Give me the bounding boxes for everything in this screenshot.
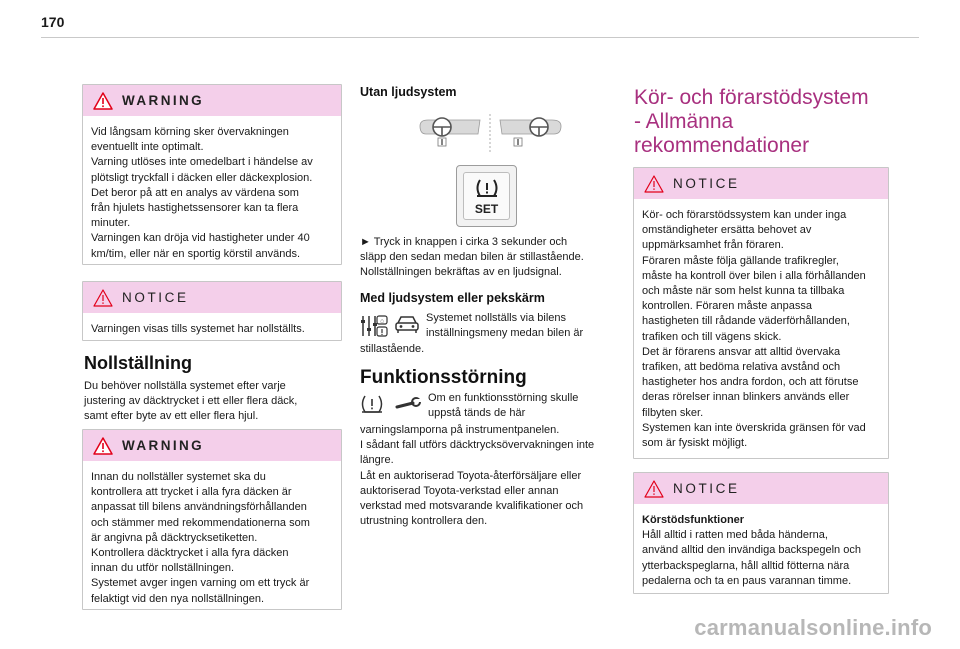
text-line: uppmärksamhet från föraren. [642,239,784,252]
notice-triangle-icon [644,480,664,498]
section-title-line: rekommendationer [634,134,810,157]
warning-box-1-title: WARNING [122,93,205,108]
tire-pressure-warning-icon [360,393,384,415]
text-line: plötsligt tryckfall i däcken eller däckexplosion. [91,171,313,184]
notice-box-2-title: NOTICE [673,176,740,191]
warning-box-2-header [83,430,341,461]
text-line: använd alltid den invändiga backspegeln och [642,544,861,557]
text-line: Systemet avger ingen varning om ett tryck är [91,577,310,590]
text-line: Nollställningen bekräftas av en ljudsignal. [360,266,562,279]
text-line: längre. [360,454,394,467]
malfunction-inline-text [422,391,578,421]
notice-box-3 [633,472,889,594]
tpms-set-button [456,165,517,227]
text-line: I sådant fall utförs däcktrycksövervakningen inte [360,439,595,452]
text-line: verkstad med motsvarande kvalifikationer och [360,500,584,513]
section-title [634,86,869,158]
text-line: ► Tryck in knappen i cirka 3 sekunder och [360,236,568,248]
text-line: trafiken och till vägens skick. [642,330,782,343]
text-line: justering av däcktrycket i ett eller flera däck, [84,395,298,408]
heading-no-audio: Utan ljudsystem [360,85,457,99]
text-line: Varning utlöses inte omedelbart i händelse av [91,156,313,169]
with-audio-inline-text [420,311,583,341]
warning-box-1-body [83,116,341,265]
no-audio-paragraph [360,235,604,281]
text-line: pedalerna och ta en paus varannan timme. [642,574,852,587]
notice-box-1-title: NOTICE [122,290,189,305]
text-line: eventuellt inte optimalt. [91,141,204,154]
warning-triangle-icon [93,92,113,110]
notice-box-2 [633,167,889,459]
notice-box-1 [82,281,342,341]
section-title-line: Kör- och förarstödsystem [634,86,869,109]
notice-box-1-body [83,313,341,341]
text-line: Kontrollera däcktrycket i alla fyra däcken [91,547,289,560]
text-line: auktoriserad Toyota-verkstad eller annan [360,484,559,497]
text-line: minuter. [91,217,131,230]
text-line: hastigheten till rådande väderförhållanden, [642,315,850,328]
notice-subtitle: Körstödsfunktioner [642,514,745,526]
text-line: ytterbackspeglarna, håll alltid fötterna nära [642,559,850,572]
notice-box-3-header [634,473,888,504]
warning-triangle-icon [93,437,113,455]
set-label: SET [474,202,499,216]
text-line: uppstå tänds de här [428,407,526,420]
text-line: Du behöver nollställa systemet efter varje [84,380,286,392]
notice-box-1-header [83,282,341,313]
text-line: Det är förarens ansvar att alltid övervaka [642,345,841,358]
text-line: filbyten sker. [642,406,704,419]
text-line: släpp den sedan medan bilen är stillastående. [360,251,584,264]
text-line: utrustning kontrollera den. [360,515,488,528]
text-line: och måste när som helst kunna ta tillbaka [642,285,845,298]
text-line: och stämmer med rekommendationerna som [91,516,310,529]
text-line: Varningen kan dröja vid hastigheter under 40 [91,232,310,245]
text-line: från hjulets hastighetssensorer kan ta flera [91,202,299,215]
svg-text:⌂: ⌂ [380,318,384,325]
text-line: Systemet nollställs via bilens [426,312,567,324]
text-line: trafiken, att bedöma relativa avstånd och [642,361,841,374]
text-line: Det beror på att en analys av värdena som [91,186,299,199]
text-line: Innan du nollställer systemet ska du [91,471,266,483]
settings-menu-icon [360,313,388,339]
text-line: som är fysiskt möjligt. [642,437,748,450]
text-line: km/tim, eller när en sportig körstil används. [91,247,301,260]
watermark: carmanualsonline.info [694,615,932,640]
text-line: deras rörelser innan blinkers används eller [642,391,850,404]
malfunction-icons [360,391,422,421]
text-line: Systemen kan inte överskrida gränsen för vad [642,421,866,434]
warning-box-1-header [83,85,341,116]
text-line: varningslamporna på instrumentpanelen. [360,424,560,436]
section-title-line: - Allmänna [634,110,734,133]
text-line: kontrollera att trycket i alla fyra däcken är [91,486,292,499]
text-line: Håll alltid i ratten med båda händerna, [642,529,828,542]
text-line: Kör- och förarstödssystem kan under inga [642,209,847,221]
left-hand-drive-icon [420,118,480,146]
text-line: Varningen visas tills systemet har nollställts. [91,323,305,335]
page-number: 170 [41,14,65,30]
with-audio-row [360,311,604,341]
notice-triangle-icon [644,175,664,193]
heading-with-audio: Med ljudsystem eller pekskärm [360,291,545,305]
with-audio-icons [360,311,420,341]
text-line: innan du utför nollställningen. [91,562,235,575]
text-line: hastigheter hos andra fordon, och att förutse [642,376,859,389]
text-line: omständigheter ersätta behovet av [642,224,812,237]
text-line: kontrollen. Föraren måste anpassa [642,300,812,313]
tire-pressure-icon [474,177,500,199]
text-line: Vid långsam körning sker övervakningen [91,126,289,138]
heading-malfunction: Funktionsstörning [360,367,527,388]
text-line: samt efter byte av ett eller flera hjul. [84,410,259,423]
right-hand-drive-icon [500,118,561,146]
notice-triangle-icon [93,289,113,307]
text-line: måste ha kontroll över bilen i alla förhållanden [642,269,866,282]
notice-box-2-header [634,168,888,199]
text-line: Föraren måste följa gällande trafikregler, [642,254,839,267]
wrench-icon [394,393,422,415]
text-line: felaktigt vid den nya nollställningen. [91,592,265,605]
steering-wheel-diagram [418,112,563,156]
warning-box-2-body [83,461,341,610]
notice-box-3-title: NOTICE [673,481,740,496]
with-audio-tail: stillastående. [360,343,425,355]
notice-box-2-body [634,199,888,457]
text-line: Låt en auktoriserad Toyota-återförsäljare eller [360,469,582,482]
heading-reset: Nollställning [84,353,192,373]
text-line: Om en funktionsstörning skulle [428,392,579,404]
car-icon [394,313,420,335]
malfunction-paragraph [360,423,610,529]
text-line: inställningsmeny medan bilen är [426,327,584,340]
text-line: anpassat till bilens användningsförhållanden [91,501,307,514]
text-line: är angivna på däcktrycksetiketten. [91,531,258,544]
warning-box-2-title: WARNING [122,438,205,453]
reset-paragraph [84,379,344,425]
warning-box-1 [82,84,342,265]
malfunction-row [360,391,604,421]
top-rule [41,37,919,38]
warning-box-2 [82,429,342,610]
notice-box-3-body [634,504,888,594]
